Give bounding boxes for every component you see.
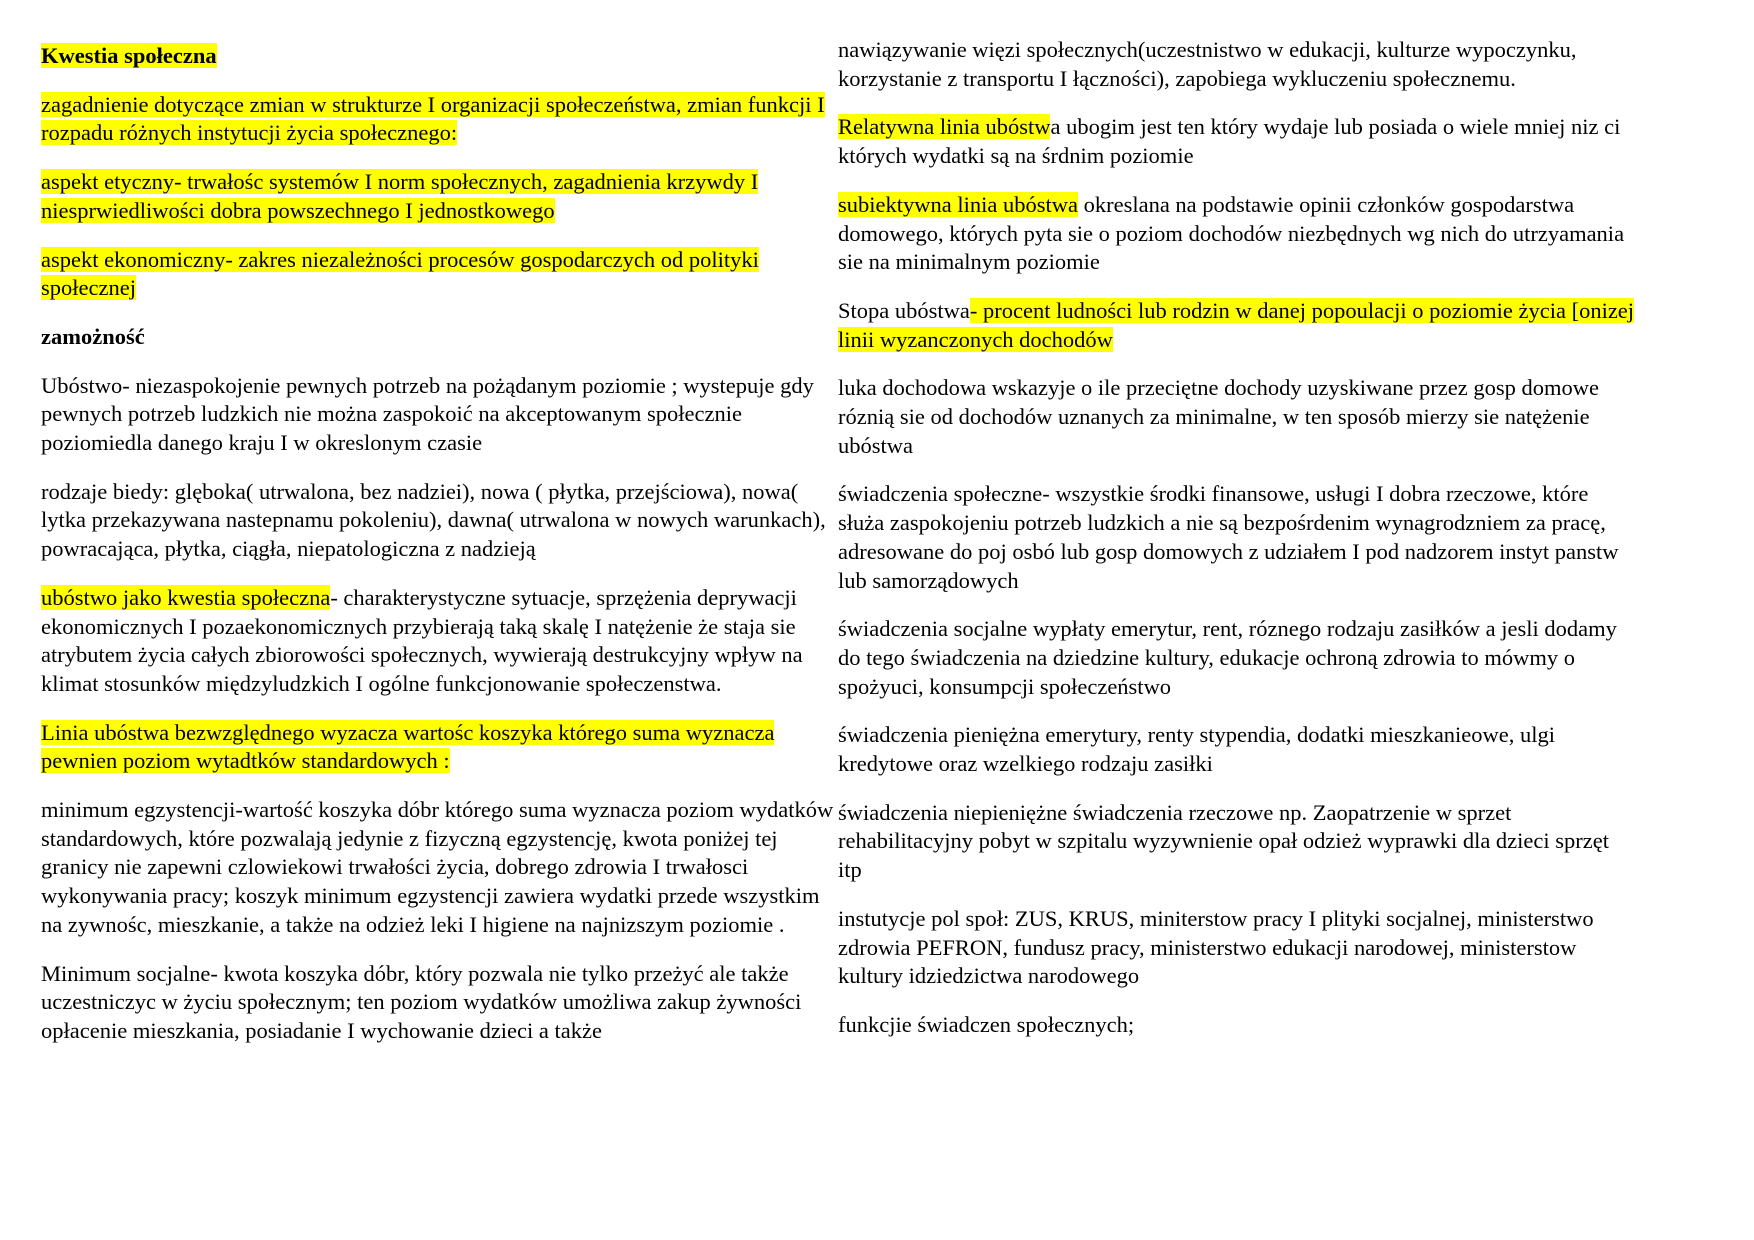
paragraph-income-gap: luka dochodowa wskazyje o ile przeciętne dochody uzyskiwane przez gosp domowe róznią sie od dochodów uznanych za minimalne, w ten sposób mierzy sie natężenie ubóstwa [838, 375, 1599, 458]
paragraph-welfare-benefits: świadczenia socjalne wypłaty emerytur, rent, róznego rodzaju zasiłków a jesli dodamy do tego świadczenia na dziedzine kultury, edukacje ochroną zdrowia to mówmy o spożyuci, konsumpcji społeczeństwo [838, 616, 1617, 699]
paragraph-text: okreslana na podstawie opinii członków gospodarstwa domowego, których pyta sie o poziom dochodów niezbędnych wg nich do utrzyamania sie na minimalnym poziomie [838, 191, 1625, 275]
paragraph-non-cash-benefits: świadczenia niepieniężne świadczenia rzeczowe np. Zaopatrzenie w sprzet rehabilitacyjny pobyt w szpitalu wyzywnienie opał odzież wyprawki dla dzieci sprzęt itp [838, 799, 1609, 883]
title-text: Kwestia społeczna [41, 43, 217, 68]
highlighted-text: zagadnienie dotyczące zmian w strukturze I organizacji społeczeństwa, zmian funkcji I rozpadu różnych instytucji życia społecznego: [41, 91, 825, 146]
paragraph-text: a ubogim jest ten który wydaje lub posiada o wiele mniej niz ci których wydatki są na śrdnim poziomie [838, 114, 1621, 169]
highlighted-text: Relatywna linia ubóstw [838, 114, 1051, 140]
paragraph-cash-benefits: świadczenia pieniężna emerytury, renty stypendia, dodatki mieszkanieowe, ulgi kredytowe oraz wzelkiego rodzaju zasiłki [838, 722, 1556, 777]
paragraph-social-benefits: świadczenia społeczne- wszystkie środki finansowe, usługi I dobra rzeczowe, które służa zaspokojeniu potrzeb ludzkich a nie są bezpośrdenim wynagrodzniem za pracę, adresowane do poj osbó lub gosp domowych z udziałem I pod nadzorem instyt panstw lub samorządowych [838, 481, 1619, 593]
left-column [41, 42, 841, 1066]
paragraph-text: Stopa ubóstwa [838, 297, 970, 323]
section-title [41, 42, 841, 71]
paragraph-social-ties: nawiązywanie więzi społecznych(uczestnistwo w edukacji, kulturze wypoczynku, korzystanie z transportu I łączności), zapobiega wykluczeniu społecznemu. [838, 37, 1577, 91]
paragraph-absolute-poverty-line [41, 719, 841, 776]
subtitle-wealth: zamożność [41, 323, 145, 349]
highlighted-text: Linia ubóstwa bezwzględnego wyzacza wartośc koszyka którego suma wyznacza pewnien poziom wytadtków standardowych : [41, 719, 775, 774]
paragraph-subjective-poverty-line [838, 191, 1638, 277]
paragraph-institutions: instutycje pol społ: ZUS, KRUS, miniterstow pracy I plityki socjalnej, ministerstwo zdrowia PEFRON, fundusz pracy, ministerstwo edukacji narodowej, ministerstow kultury idziedzictwa narodowego [838, 905, 1594, 989]
highlighted-text: ubóstwo jako kwestia społeczna [41, 584, 331, 610]
paragraph-subsistence-minimum: minimum egzystencji-wartość koszyka dóbr którego suma wyznacza poziom wydatków standardowych, które pozwalają jedynie z fizyczną egzystencję, kwota poniżej tej granicy nie zapewni czlowiekowi trwałości życia, dobrego zdrowia I trwałosci wykonywania pracy; koszyk minimum egzystencji zawiera wydatki przede wszystkim na zywnośc, mieszkanie, a także na odzież leki I higiene na najnizszym poziomie . [41, 797, 834, 937]
paragraph-poverty: Ubóstwo- niezaspokojenie pewnych potrzeb na pożądanym poziomie ; wystepuje gdy pewnych potrzeb ludzkich nie można zaspokoić na akceptowanym społecznie poziomiedla danego kraju I w okreslonym czasie [41, 372, 814, 456]
highlighted-text: subiektywna linia ubóstwa [838, 191, 1078, 217]
paragraph-poverty-types: rodzaje biedy: glęboka( utrwalona, bez nadziei), nowa ( płytka, przejściowa), nowa( lytka przekazywana nastepnamu pokoleniu), dawna( utrwalona w nowych warunkach), powracająca, płytka, ciągła, niepatologiczna z nadzieją [41, 478, 826, 562]
paragraph-ethical-aspect [41, 168, 841, 225]
paragraph-benefit-functions: funkcjie świadczen społecznych; [838, 1011, 1135, 1037]
paragraph-economic-aspect [41, 246, 841, 303]
highlighted-text: - procent ludności lub rodzin w danej popoulacji o poziomie życia [onizej linii wyzanczonych dochodów [838, 297, 1635, 352]
paragraph-poverty-social-issue [41, 584, 841, 699]
right-column [838, 36, 1638, 1060]
paragraph-definition [41, 91, 841, 148]
paragraph-text: - charakterystyczne sytuacje, sprzężenia deprywacji ekonomicznych I pozaekonomicznych przybierają taką skalę I natężenie że staja sie atrybutem życia całych zbiorowości społecznych, wywierają destrukcyjny wpływ na klimat stosunków międzyludzkich I ogólne funkcjonowanie społeczenstwa. [41, 584, 803, 696]
paragraph-social-minimum: Minimum socjalne- kwota koszyka dóbr, który pozwala nie tylko przeżyć ale także uczestniczyc w życiu społecznym; ten poziom wydatków umożliwa zakup żywności opłacenie mieszkania, posiadanie I wychowanie dzieci a także [41, 960, 802, 1043]
paragraph-relative-poverty-line [838, 113, 1638, 170]
paragraph-poverty-rate [838, 297, 1638, 354]
highlighted-text: aspekt ekonomiczny- zakres niezależności procesów gospodarczych od polityki społecznej [41, 246, 759, 301]
highlighted-text: aspekt etyczny- trwałośc systemów I norm społecznych, zagadnienia krzywdy I niesprwiedliwości dobra powszechnego I jednostkowego [41, 169, 759, 223]
